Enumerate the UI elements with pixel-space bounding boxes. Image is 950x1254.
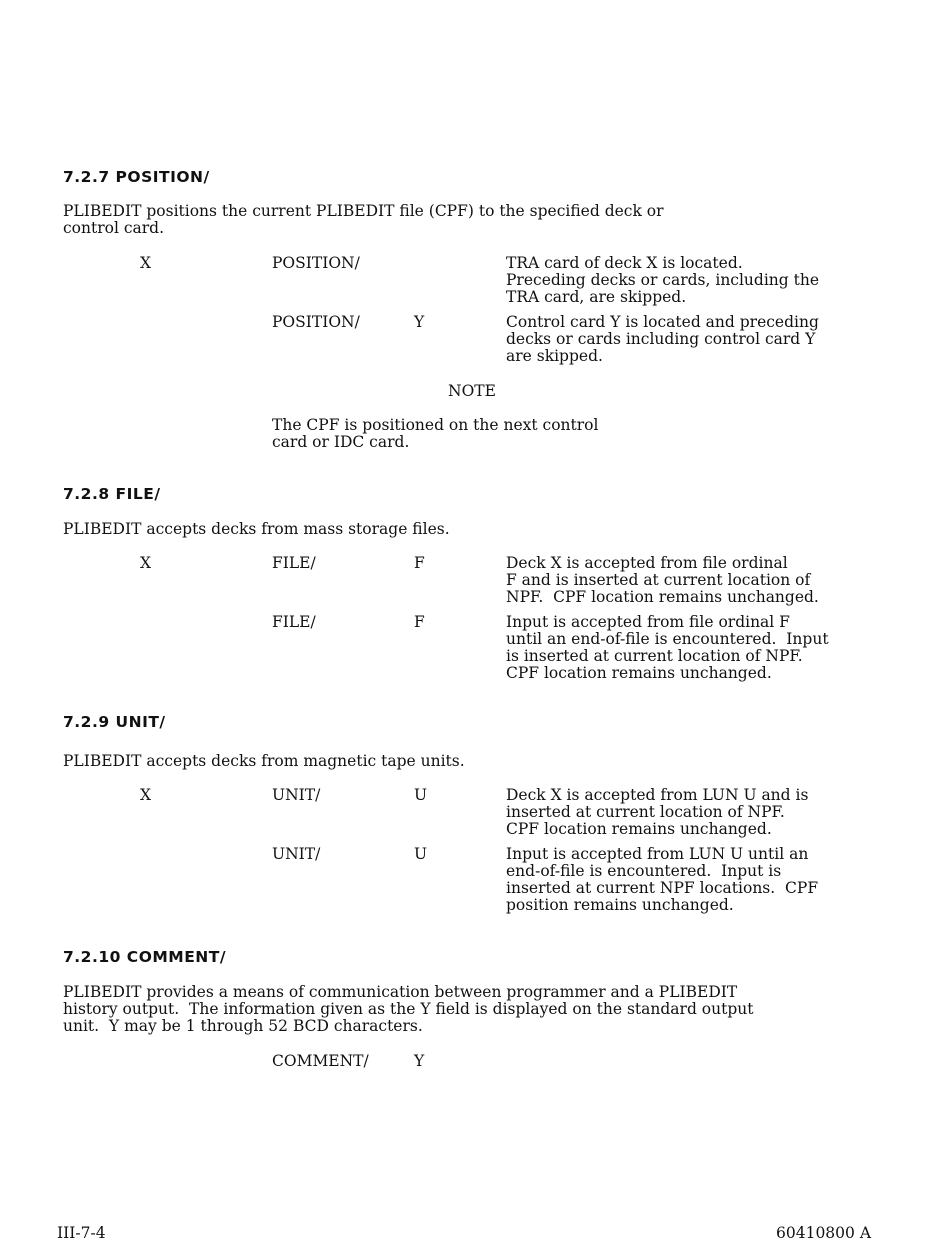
section-heading-position: 7.2.7 POSITION/ — [63, 168, 210, 186]
document-number: 60410800 A — [776, 1224, 872, 1242]
note-body: The CPF is positioned on the next control card or IDC card. — [272, 416, 599, 451]
section-intro-file: PLIBEDIT accepts decks from mass storage files. — [63, 520, 450, 538]
row-argument: Y — [414, 313, 425, 331]
section-heading-file: 7.2.8 FILE/ — [63, 485, 161, 503]
section-intro-comment: PLIBEDIT provides a means of communication between programmer and a PLIBEDIT history output. The information given as the Y field is displayed on the standard output unit. Y may be 1 through 52 BCD characters. — [63, 983, 754, 1035]
row-description: Deck X is accepted from file ordinal F and is inserted at current location of NPF. CPF location remains unchanged. — [506, 554, 819, 606]
row-label: X — [140, 254, 152, 272]
row-label: X — [140, 554, 152, 572]
section-intro-unit: PLIBEDIT accepts decks from magnetic tape units. — [63, 752, 465, 770]
row-command: UNIT/ — [272, 845, 321, 863]
section-heading-unit: 7.2.9 UNIT/ — [63, 713, 166, 731]
row-description: TRA card of deck X is located. Preceding decks or cards, including the TRA card, are skipped. — [506, 254, 820, 306]
row-description: Control card Y is located and preceding decks or cards including control card Y are skipped. — [506, 313, 819, 365]
row-argument: F — [414, 554, 425, 572]
row-argument: U — [414, 786, 428, 804]
row-command: POSITION/ — [272, 313, 360, 331]
note-title: NOTE — [448, 382, 496, 400]
row-label: X — [140, 786, 152, 804]
row-description: Deck X is accepted from LUN U and is inserted at current location of NPF. CPF location remains unchanged. — [506, 786, 809, 838]
row-argument: U — [414, 845, 428, 863]
row-argument: F — [414, 613, 425, 631]
row-command: FILE/ — [272, 613, 316, 631]
row-description: Input is accepted from LUN U until an end-of-file is encountered. Input is inserted at current NPF locations. CPF position remains unchanged. — [506, 845, 819, 914]
row-argument: Y — [414, 1052, 425, 1070]
row-command: POSITION/ — [272, 254, 360, 272]
row-command: COMMENT/ — [272, 1052, 369, 1070]
row-command: FILE/ — [272, 554, 316, 572]
row-description: Input is accepted from file ordinal F until an end-of-file is encountered. Input is inserted at current location of NPF. CPF location remains unchanged. — [506, 613, 829, 682]
section-intro-position: PLIBEDIT positions the current PLIBEDIT file (CPF) to the specified deck or control card. — [63, 202, 664, 237]
page-number: III-7-4 — [57, 1224, 106, 1242]
section-heading-comment: 7.2.10 COMMENT/ — [63, 948, 227, 966]
row-command: UNIT/ — [272, 786, 321, 804]
